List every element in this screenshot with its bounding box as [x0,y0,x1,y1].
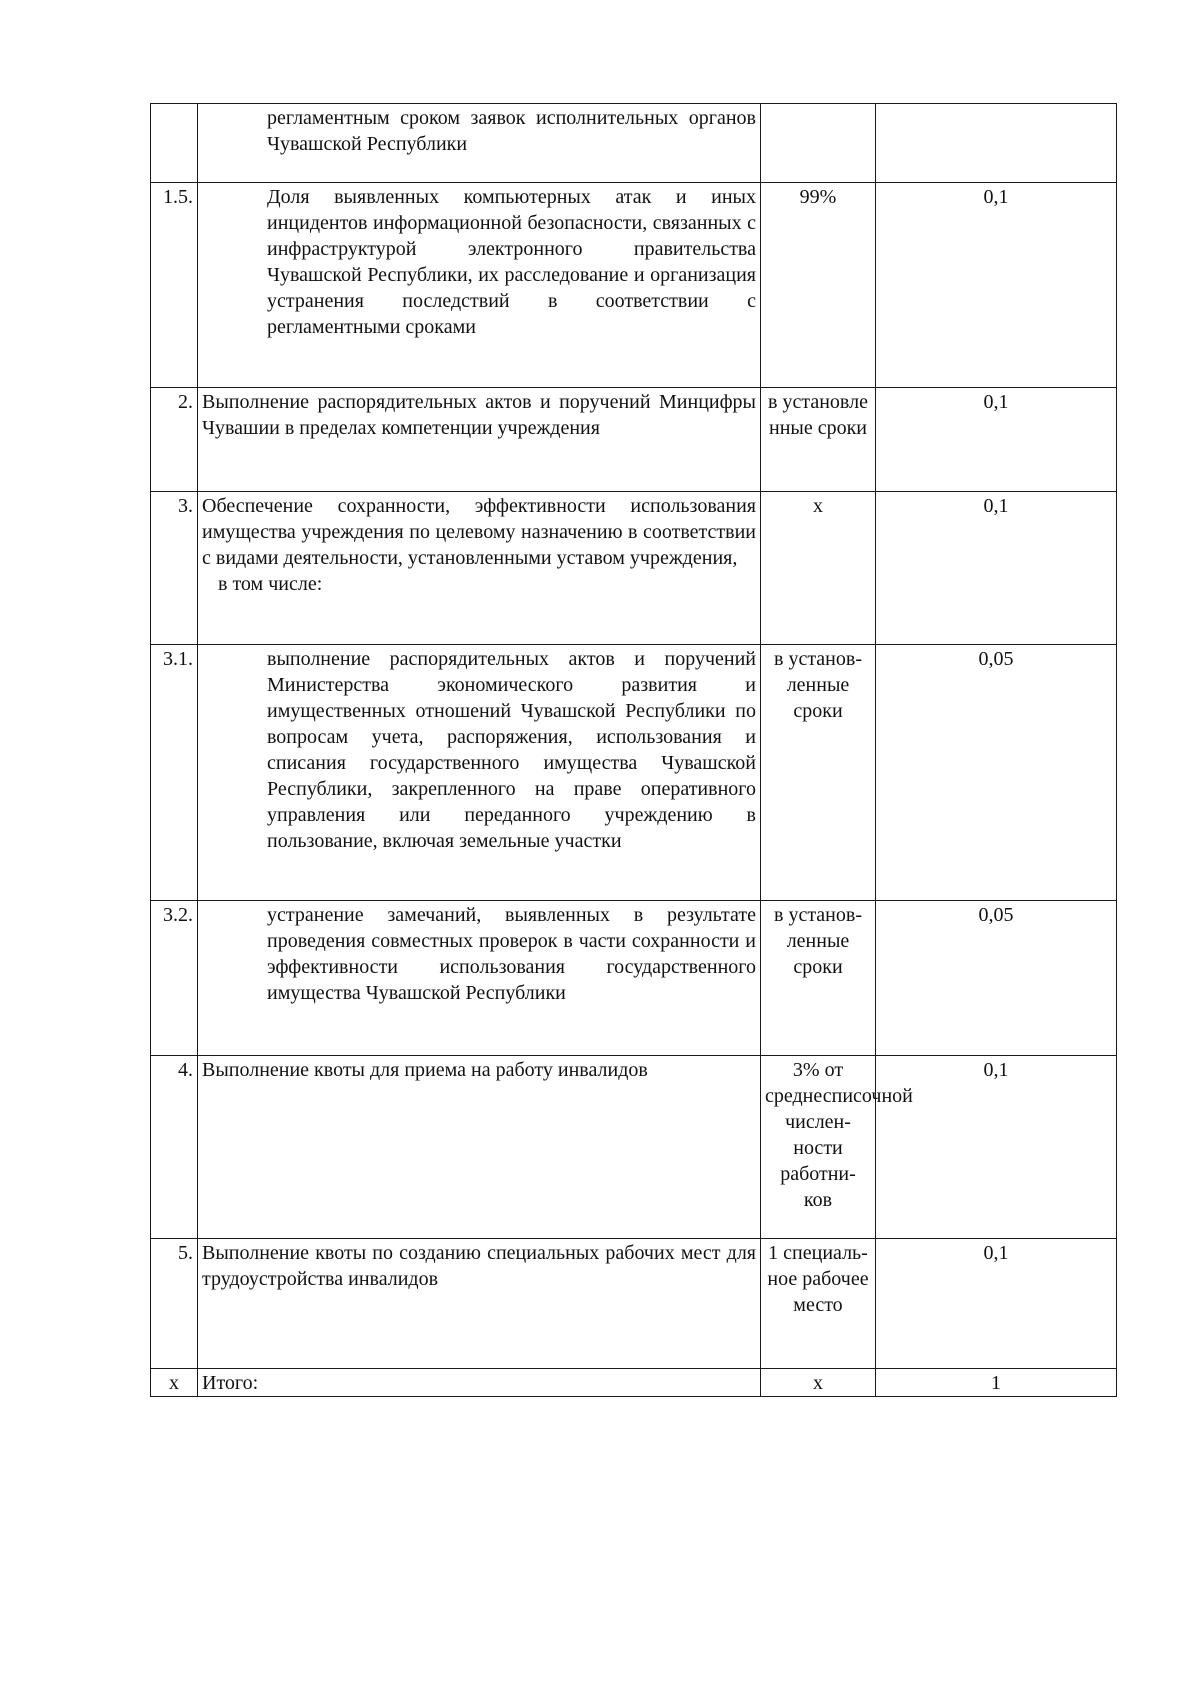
indicator-name: выполнение распорядительных актов и поручений Министерства экономического развития и имущественных отношений Чувашской Республики по вопросам учета, распоряжения, использования и списания государственного имущества Чувашской Республики, закрепленного на праве оперативного управления или переданного учреждению в пользование, включая земельные участки [198,645,761,901]
indicator-name: регламентным сроком заявок исполнительных органов Чувашской Республики [198,104,761,183]
indicator-name: устранение замечаний, выявленных в результате проведения совместных проверок в части сохранности и эффективности использования государственного имущества Чувашской Республики [198,901,761,1056]
row-number: 2. [151,388,198,492]
indicator-name: Выполнение квоты по созданию специальных рабочих мест для трудоустройства инвалидов [198,1239,761,1369]
indicator-weight: 0,1 [876,183,1117,388]
row-number: 5. [151,1239,198,1369]
indicators-table [150,103,1117,1397]
table-row [151,183,1117,388]
indicator-name: Обеспечение сохранности, эффективности использования имущества учреждения по целевому назначению в соответствии с видами деятельности, установленными уставом учреждения, [202,495,756,569]
total-label: Итого: [198,1369,761,1397]
indicator-value: х [761,492,876,645]
table-row [151,1239,1117,1369]
indicator-weight: 0,05 [876,901,1117,1056]
row-number [151,104,198,183]
indicator-name: Доля выявленных компьютерных атак и иных инцидентов информационной безопасности, связанных с инфраструктурой электронного правительства Чувашской Республики, их расследование и организация устранения последствий в соответствии с регламентными сроками [198,183,761,388]
table-row [151,1056,1117,1239]
indicator-weight [876,104,1117,183]
total-value: х [761,1369,876,1397]
indicator-weight: 0,1 [876,492,1117,645]
indicator-value: 99% [761,183,876,388]
row-number: 3. [151,492,198,645]
indicator-weight: 0,1 [876,1239,1117,1369]
indicator-value: в установ- ленные сроки [761,645,876,901]
table-row [151,492,1117,645]
indicator-name: Выполнение квоты для приема на работу инвалидов [198,1056,761,1239]
row-number: 3.1. [151,645,198,901]
indicator-value: 1 специаль- ное рабочее место [761,1239,876,1369]
row-number: 1.5. [151,183,198,388]
row-number: х [151,1369,198,1397]
indicator-value [761,104,876,183]
table-row [151,901,1117,1056]
indicator-value: 3% от среднесписочной числен- ности работни- ков [761,1056,876,1239]
table-row [151,388,1117,492]
table-row [151,104,1117,183]
row-number: 3.2. [151,901,198,1056]
row-number: 4. [151,1056,198,1239]
indicator-weight: 0,05 [876,645,1117,901]
indicator-name-cell [198,492,761,645]
table-row [151,1369,1117,1397]
indicator-value: в установ- ленные сроки [761,901,876,1056]
indicator-value: в установле нные сроки [761,388,876,492]
indicator-weight: 0,1 [876,1056,1117,1239]
indicator-name-sub: в том числе: [218,573,323,595]
indicator-name: Выполнение распорядительных актов и поручений Минцифры Чувашии в пределах компетенции учреждения [198,388,761,492]
total-weight: 1 [876,1369,1117,1397]
indicator-weight: 0,1 [876,388,1117,492]
table-row [151,645,1117,901]
